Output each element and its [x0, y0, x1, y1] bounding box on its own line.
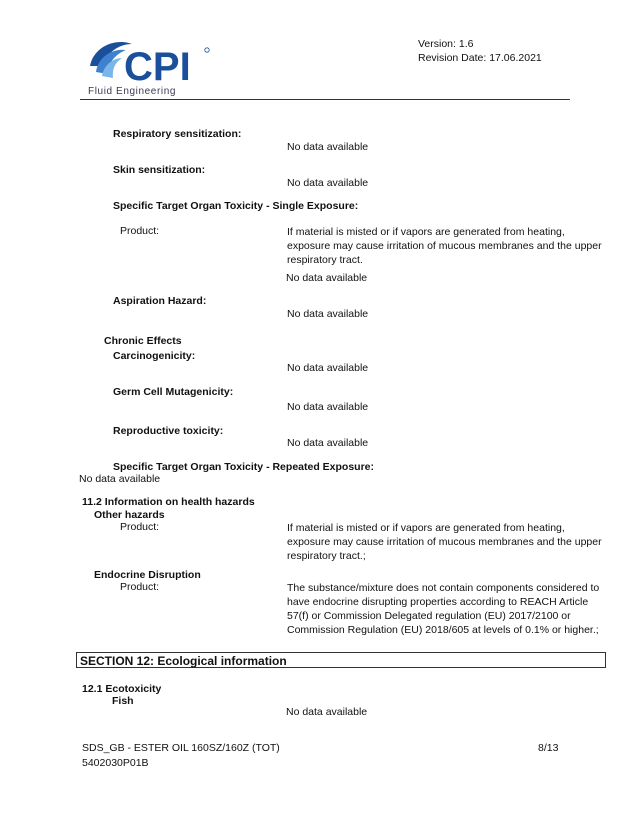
ecotoxicity-heading: 12.1 Ecotoxicity	[82, 683, 162, 695]
version-text: Version: 1.6	[418, 38, 474, 50]
reproductive-value: No data available	[287, 437, 369, 449]
footer-doc-code: 5402030P01B	[82, 757, 149, 769]
revision-date: Revision Date: 17.06.2021	[418, 52, 542, 64]
skin-sens-value: No data available	[287, 177, 369, 189]
endocrine-product-text: The substance/mixture does not contain components considered to have endocrine disrupting properties according to REACH Article 57(f) or Commission Delegated regulation (EU) 2017/2100 or Commission Regulation (EU) 2018/605 at levels of 0.1% or higher.;	[287, 582, 600, 636]
fish-value: No data available	[286, 706, 368, 718]
info-health-heading: 11.2 Information on health hazards	[82, 496, 255, 508]
stot-repeat-label: Specific Target Organ Toxicity - Repeated Exposure:	[113, 461, 375, 473]
page-number: 8/13	[538, 742, 559, 754]
reproductive-label: Reproductive toxicity:	[113, 425, 224, 437]
company-logo	[80, 32, 210, 100]
aspiration-label: Aspiration Hazard:	[113, 295, 207, 307]
other-hazards-heading: Other hazards	[94, 509, 165, 521]
stot-single-value: No data available	[286, 272, 368, 284]
stot-repeat-value: No data available	[79, 473, 161, 485]
endocrine-heading: Endocrine Disruption	[94, 569, 201, 581]
fish-heading: Fish	[112, 695, 134, 707]
skin-sens-label: Skin sensitization:	[113, 164, 206, 176]
logo-wordmark: CPI	[124, 45, 191, 89]
footer-doc-name: SDS_GB - ESTER OIL 160SZ/160Z (TOT)	[82, 742, 280, 754]
other-product-text: If material is misted or if vapors are generated from heating, exposure may cause irritation of mucous membranes and the upper respiratory tract.;	[287, 522, 602, 562]
stot-single-product-label: Product:	[120, 225, 160, 237]
stot-single-label: Specific Target Organ Toxicity - Single Exposure:	[113, 200, 359, 212]
section12-title: SECTION 12: Ecological information	[76, 652, 606, 668]
endocrine-product-label: Product:	[120, 581, 160, 593]
germ-cell-value: No data available	[287, 401, 369, 413]
resp-sens-label: Respiratory sensitization:	[113, 128, 242, 140]
carcinogenicity-value: No data available	[287, 362, 369, 374]
carcinogenicity-label: Carcinogenicity:	[113, 350, 196, 362]
chronic-effects-heading: Chronic Effects	[104, 335, 182, 347]
header-divider	[80, 99, 570, 100]
stot-single-product-text: If material is misted or if vapors are generated from heating, exposure may cause irritation of mucous membranes and the upper respiratory tract.	[287, 226, 602, 266]
germ-cell-label: Germ Cell Mutagenicity:	[113, 386, 234, 398]
aspiration-value: No data available	[287, 308, 369, 320]
resp-sens-value: No data available	[287, 141, 369, 153]
logo-tagline: Fluid Engineering	[88, 86, 177, 97]
other-product-label: Product:	[120, 521, 160, 533]
